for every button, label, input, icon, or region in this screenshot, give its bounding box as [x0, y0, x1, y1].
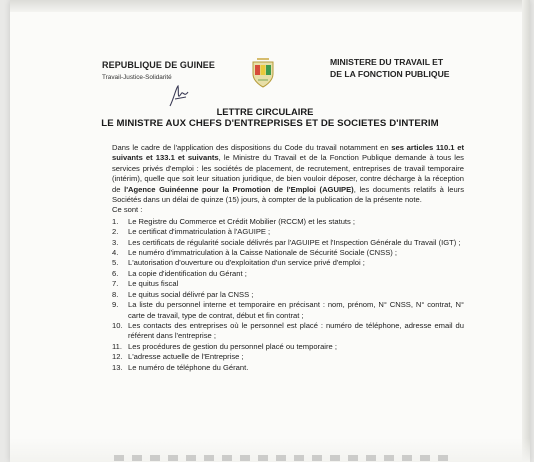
ministry-header [330, 57, 480, 80]
country-name: REPUBLIQUE DE GUINEE [102, 60, 216, 70]
page-right-edge [522, 0, 530, 462]
letter-body [112, 143, 464, 373]
coat-of-arms-icon [249, 56, 277, 90]
ministry-line-2: DE LA FONCTION PUBLIQUE [330, 68, 450, 79]
list-item: 3. Les certificats de régularité sociale délivrés par l'AGUIPE et l'Inspection Générale du Travail (IGT) ; [112, 237, 461, 247]
document-subtitle: LE MINISTRE AUX CHEFS D'ENTREPRISES ET DE SOCIETES D'INTERIM [101, 118, 439, 129]
page-top-edge [10, 0, 530, 12]
list-item: 5. L'autorisation d'ouverture ou d'exploitation d'un service privé d'emploi ; [112, 258, 365, 268]
document-page [10, 0, 530, 462]
list-item: 4. Le numéro d'immatriculation à la Caisse Nationale de Sécurité Sociale (CNSS) ; [112, 248, 398, 258]
list-item: 6. La copie d'identification du Gérant ; [112, 268, 247, 278]
list-item: 10. Les contacts des entreprises où le personnel est placé : numéro de téléphone, adresse email du référent dans l'entreprise ; [112, 320, 464, 341]
list-lead: Ce sont : [112, 205, 143, 215]
country-motto: Travail-Justice-Solidarité [102, 74, 172, 81]
list-item: 12. L'adresse actuelle de l'Entreprise ; [112, 352, 244, 362]
list-item: 7. Le quitus fiscal [112, 279, 179, 289]
list-item: 8. Le quitus social délivré par la CNSS ; [112, 289, 254, 299]
list-item: 9. La liste du personnel interne et temporaire en précisant : nom, prénom, N° CNSS, N° contrat, N° carte de travail, type de contrat, début et fin contrat ; [112, 300, 464, 320]
list-item: 13. Le numéro de téléphone du Gérant. [112, 362, 249, 372]
list-item: 11. Les procédures de gestion du personnel placé ou temporaire ; [112, 341, 337, 351]
required-documents-list [112, 217, 464, 373]
document-title: LETTRE CIRCULAIRE [216, 106, 314, 117]
list-item: 2. Le certificat d'immatriculation à l'AGUIPE ; [112, 227, 271, 237]
list-item: 1. Le Registre du Commerce et Crédit Mobilier (RCCM) et les statuts ; [112, 216, 356, 226]
ministry-line-1: MINISTERE DU TRAVAIL ET [330, 57, 444, 67]
cut-off-text-line [114, 455, 454, 461]
intro-paragraph: Dans le cadre de l'application des dispositions du Code du travail notamment en ses articles 110.1 et suivants et 133.1 et suivants, le Ministre du Travail et de la Fonction Publique demande à tous les services privés d'emploi : les sociétés de placement, de recrutement, entreprises de travail temporaire (intérim), quelle que soit leur situation juridique, de bien vouloir déposer, contre décharge à la réception de l'Agence Guinéenne pour la Promotion de l'Emploi (AGUIPE), les documents relatifs à leurs Sociétés dans un délai de quinze (15) jours, à compter de la publication de la présente note. [112, 143, 465, 205]
country-header [102, 60, 242, 81]
